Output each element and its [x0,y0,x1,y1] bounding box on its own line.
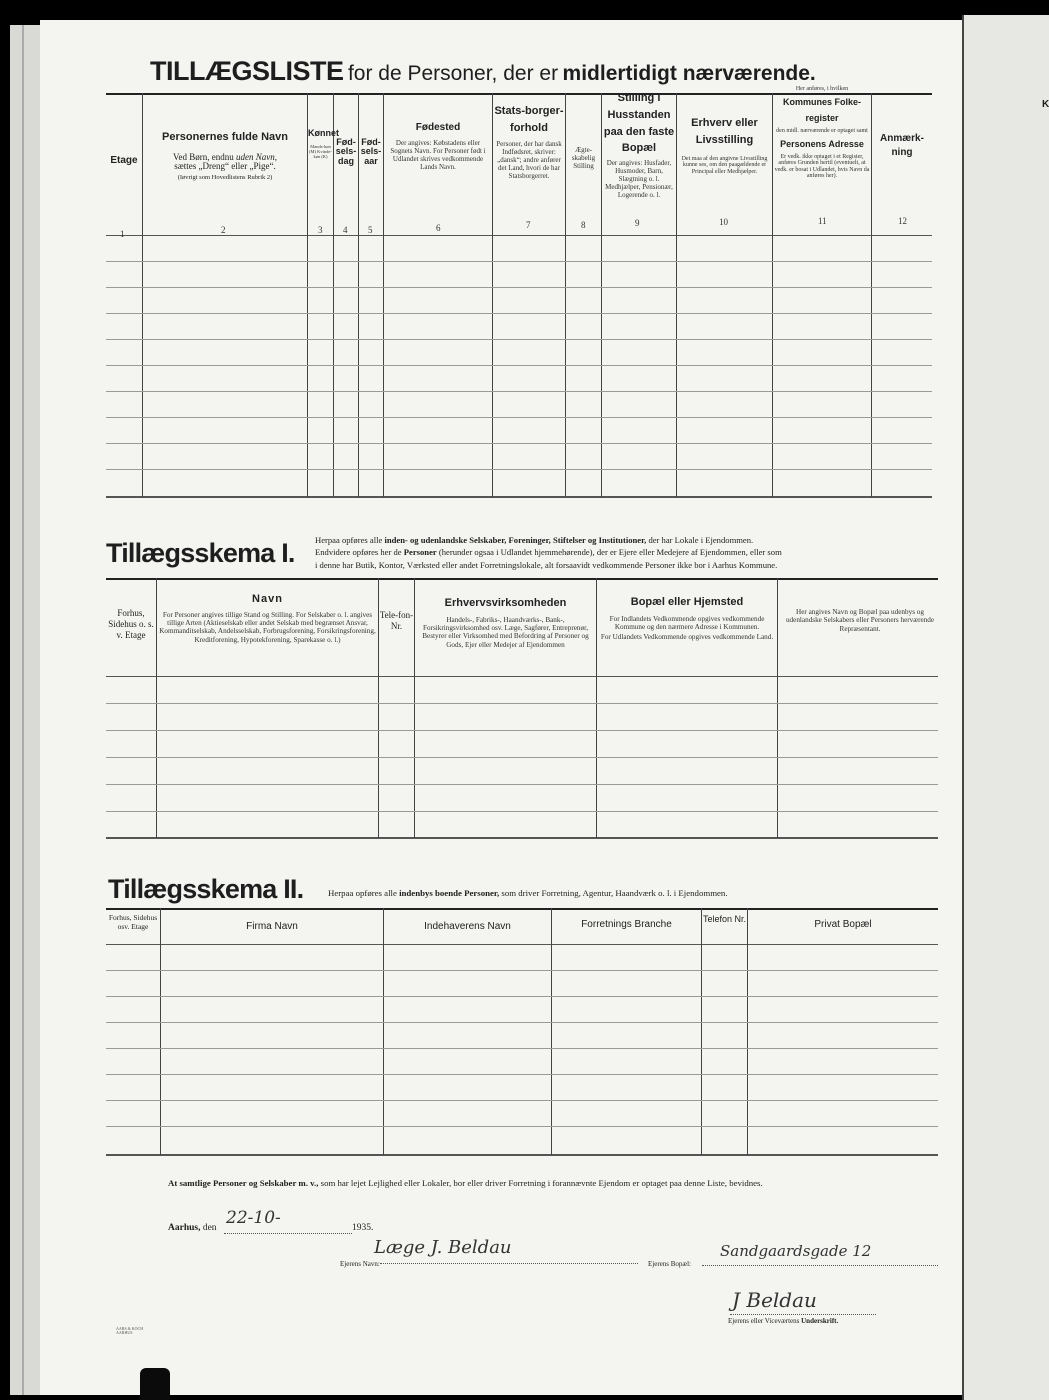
table-row [106,443,932,444]
skema1-col-navn: Navn For Personer angives tillige Stand og Stilling. For Selskaber o. l. angives tillige Arten (Aktieselskab eller andet Selskab med begrænset Ansvar, Kommanditselskab, Andelsselskab, Forbrugsforening, Forsikringsforening, Kreditforening, Hypotekforening, Sparekasse o. l.) [159,593,376,644]
table-row [106,469,932,470]
table-row [106,996,938,997]
col-num: 10 [719,217,728,227]
table-row [106,730,938,731]
col-num: 4 [343,225,348,235]
liste-col-stilling: Stilling i Husstanden paa den faste Bopæl Der angives: Husfader, Husmoder, Barn, Slægtning o. l. Medhjælper, Pensionær, Logerende o. l. [603,92,675,200]
liste-title-caps: TILLÆGSLISTE [150,56,344,86]
signature-handwritten: J Beldau [732,1288,817,1312]
owner-address-handwritten: Sandgaardsgade 12 [720,1242,872,1260]
printer-mark: AARS & KOCH AARHUS [116,1326,144,1336]
den-label: den [202,1223,217,1233]
table-row [106,417,932,418]
year-label: 1935. [352,1223,374,1233]
liste-col-navn: Personernes fulde Navn Ved Børn, endnu uden Navn, sættes „Dreng“ eller „Pige“. (Iøvrigt som Hovedlistens Rubrik 2) [162,131,288,181]
table-row [106,757,938,758]
skema1-col-bopael: Bopæl eller Hjemsted For Indlandets Vedkommende opgives vedkommende Kommune og den nærmere Adresse i Kommunen. For Udlandets Vedkommende opgives vedkommende Land. [600,596,774,642]
adjacent-page: K [962,15,1049,1400]
table-row [106,261,932,262]
table-row [106,784,938,785]
col-num: 7 [526,220,531,230]
liste-col-fodselsaar: Fød-sels-aar [360,137,382,166]
date-line [168,1223,217,1233]
table-row [106,1074,938,1075]
liste-col-konnet: Kønnet Mands-køn (M) Kvinde-køn (K) [308,128,339,159]
skema1-col-etage: Forhus, Sidehus o. s. v. Etage [108,608,154,640]
table-row [106,703,938,704]
skema2-col-branche: Forretnings Branche [581,919,672,930]
skema2-col-etage: Forhus, Sidehus osv. Etage [108,913,158,931]
col-num: 12 [898,216,907,226]
col-num: 2 [221,225,226,235]
liste-title-rest: for de Personer, der er [347,62,559,85]
owner-name-handwritten: Læge J. Beldau [374,1237,512,1258]
table-row [106,391,932,392]
col-num: 1 [120,229,125,239]
table-row [106,1100,938,1101]
liste-title [150,56,816,87]
city-label: Aarhus, [168,1223,201,1233]
attestation-statement: At samtlige Personer og Selskaber m. v., som har lejet Lejlighed eller Lokaler, bor eller driver Forretning i forannævnte Ejendom er optaget paa denne Liste, bevidnes. [168,1178,763,1188]
signature-label: Ejerens eller Viceværtens Underskrift. [728,1317,839,1325]
col-num: 6 [436,223,441,233]
liste-col-aegteskab: Ægte-skabelig Stilling [571,146,596,171]
left-binding-edge [22,25,24,1395]
table-row [106,339,932,340]
table-row [106,313,932,314]
liste-col-fodested: Fødested Der angives: Købstadens eller Sognets Navn. For Personer født i Udlandet skrives vedkommende Lands Navn. [390,122,486,171]
col-num: 3 [318,225,323,235]
skema2-col-indehaver: Indehaverens Navn [424,921,511,932]
skema2-title: Tillægsskema II. [108,874,304,904]
liste-col-statsborger: Stats-borger-forhold Personer, der har dansk Indfødsret, skriver: „dansk“; andre anfører det Land, hvori de har Statsborgerret. [494,105,564,180]
skema2-col-firma: Firma Navn [246,921,298,932]
form-page [40,20,962,1395]
skema2-col-bopael: Privat Bopæl [814,919,872,930]
table-row [106,287,932,288]
table-row [106,365,932,366]
liste-col-erhverv: Erhverv eller Livsstilling Det maa af den angivne Livsstilling kunne ses, om den paagældende er Principal eller Medhjælper. [681,117,768,175]
skema1-col-telefon: Tele-fon-Nr. [379,610,414,632]
table-row [106,970,938,971]
skema2-col-telefon: Telefon Nr. [702,914,747,924]
skema1-intro: Herpaa opføres alle inden- og udenlandske Selskaber, Foreninger, Stiftelser og Institutioner, der har Lokale i Ejendommen. Endvidere opføres her de Personer (herunder ogsaa i Udlandet hjemmehørende), der er Ejere eller Medejere af Ejendommen, eller som i denne har Butik, Kontor, Værksted eller andet Forretningslokale, alt forsaavidt vedkommende Personer ikke bor i Aarhus Kommune. [315,535,782,570]
skema1-title: Tillægsskema I. [106,538,295,568]
table-row [106,1126,938,1127]
col-num: 9 [635,218,640,228]
liste-col-etage: Etage [110,155,138,166]
table-row [106,811,938,812]
binder-clip [140,1368,170,1400]
skema1-col-erhverv: Erhvervsvirksomheden Handels-, Fabriks-, Haandværks-, Bank-, Forsikringsvirksomhed osv. Læge, Sagfører, Entreprenør, Bestyrer eller Virksomhed med Befordring af Personer og Gods, Ejer eller Medejer af Ejendommen [422,597,589,649]
liste-col-folkeregister: Her anføres, i hvilken Kommunes Folke-register den midl. nærværende er optaget samt Personens Adresse Er vedk. ikke optaget i et Register, anføres Grunden hertil (eventuelt, at vedk. er bosat i Udlandet, hvis Navn da anføres her). [774,86,870,180]
owner-address-label: Ejerens Bopæl: [648,1260,691,1268]
table-row [106,1048,938,1049]
date-handwritten: 22-10- [226,1208,281,1228]
liste-col-anmaerkning: Anmærk-ning [880,133,924,158]
col-num: 8 [581,220,586,230]
skema1-col-repraesentant: Her angives Navn og Bopæl paa udenbys og udenlandske Selskabers eller Personers herværende Repræsentant. [785,608,935,633]
liste-title-bold: midlertidigt nærværende. [562,62,816,85]
col-num: 5 [368,225,373,235]
liste-col-fodselsdag: Fød-sels-dag [335,137,357,166]
owner-name-label: Ejerens Navn: [340,1260,380,1268]
col-num: 11 [818,216,827,226]
table-row [106,1022,938,1023]
left-binding-strip [10,25,43,1395]
skema2-intro: Herpaa opføres alle indenbys boende Personer, som driver Forretning, Agentur, Haandværk o. l. i Ejendommen. [328,888,728,898]
